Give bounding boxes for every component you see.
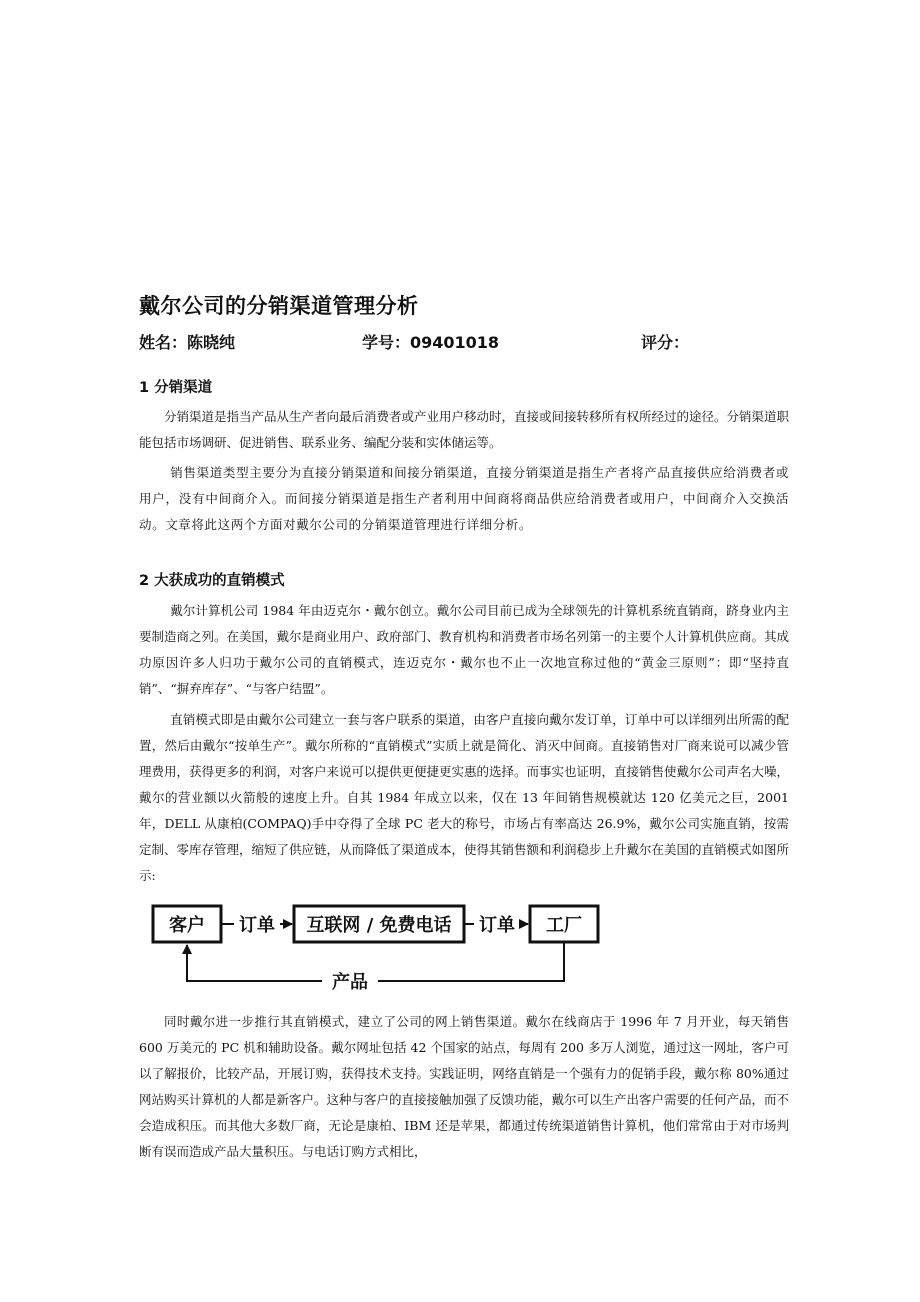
diagram-edge-product-label: 产品 bbox=[332, 972, 368, 992]
student-name: 姓名：陈晓纯 bbox=[139, 333, 236, 352]
paragraph-1-1: 分销渠道是指当产品从生产者向最后消费者或产业用户移动时，直接或间接转移所有权所经过的途径。分销渠道职能包括市场调研、促进销售、联系业务、编配分装和实体储运等。 bbox=[139, 409, 790, 450]
paragraph-2-1: 戴尔计算机公司 1984 年由迈克尔・戴尔创立。戴尔公司目前已成为全球领先的计算机系统直销商，跻身业内主要制造商之列。在美国，戴尔是商业用户、政府部门、教育机构和消费者市场名列第一的主要个人计算机供应商。其成功原因许多人归功于戴尔公司的直销模式，连迈克尔・戴尔也不止一次地宣称过他的“黄金三原则”：即“坚持直销”、“摒弃库存”、“与客户结盟”。 bbox=[139, 603, 790, 696]
document-title: 戴尔公司的分销渠道管理分析 bbox=[139, 294, 419, 318]
paragraph-1-2: 销售渠道类型主要分为直接分销渠道和间接分销渠道，直接分销渠道是指生产者将产品直接供应给消费者或用户，没有中间商介入。而间接分销渠道是指生产者利用中间商将商品供应给消费者或用户，中间商介入交换活动。文章将此这两个方面对戴尔公司的分销渠道管理进行详细分析。 bbox=[139, 465, 789, 532]
student-id: 学号：09401018 bbox=[362, 333, 500, 352]
diagram-edge-order-1-label: 订单 bbox=[239, 915, 275, 936]
diagram-node-customer bbox=[153, 906, 221, 942]
diagram-edge-product bbox=[187, 943, 564, 992]
section-heading-1: 1 分销渠道 bbox=[139, 380, 213, 396]
diagram-node-factory-label: 工厂 bbox=[546, 915, 582, 936]
diagram-node-internet-phone-label: 互联网 / 免费电话 bbox=[306, 915, 452, 936]
paragraph-2-2: 直销模式即是由戴尔公司建立一套与客户联系的渠道，由客户直接向戴尔发订单，订单中可以详细列出所需的配置，然后由戴尔“按单生产”。戴尔所称的“直销模式”实质上就是简化、消灭中间商。直接销售对厂商来说可以减少管理费用，获得更多的利润，对客户来说可以提供更便捷更实惠的选择。而事实也证明，直接销售使戴尔公司声名大噪，戴尔的营业额以火箭般的速度上升。自其 1984 年成立以来，仅在 13 年间销售规模就达 120 亿美元之巨，2001 年，DELL 从康柏(COMPAQ)手中夺得了全球 PC 老大的称号，市场占有率高达 26.9%，戴尔公司实施直销，按需定制、零库存管理，缩短了供应链，从而降低了渠道成本，使得其销售额和利润稳步上升戴尔在美国的直销模式如图所示: bbox=[139, 712, 790, 883]
diagram-node-internet-phone bbox=[294, 906, 464, 942]
diagram-edge-order-2-label: 订单 bbox=[479, 915, 515, 936]
diagram-node-factory bbox=[530, 906, 598, 942]
section-heading-2: 2 大获成功的直销模式 bbox=[139, 573, 285, 589]
diagram-node-customer-label: 客户 bbox=[169, 915, 205, 936]
direct-sales-diagram bbox=[150, 900, 602, 992]
paragraph-2-3: 同时戴尔进一步推行其直销模式，建立了公司的网上销售渠道。戴尔在线商店于 1996 年 7 月开业，每天销售 600 万美元的 PC 机和辅助设备。戴尔网址包括 42 个国家的站点，每周有 200 多万人浏览，通过这一网址，客户可以了解报价，比较产品，开展订购，获得技术支持。实践证明，网络直销是一个强有力的促销手段，戴尔称 80%通过网站购买计算机的人都是新客户。这种与客户的直接接触加强了反馈功能，戴尔可以生产出客户需要的任何产品，而不会造成积压。而其他大多数厂商，无论是康柏、IBM 还是苹果，都通过传统渠道销售计算机，他们常常由于对市场判断有误而造成产品大量积压。与电话订购方式相比， bbox=[139, 1014, 790, 1159]
diagram-edge-order-2 bbox=[465, 914, 528, 936]
diagram-edge-order-1 bbox=[222, 914, 292, 936]
score-label: 评分： bbox=[641, 333, 690, 352]
